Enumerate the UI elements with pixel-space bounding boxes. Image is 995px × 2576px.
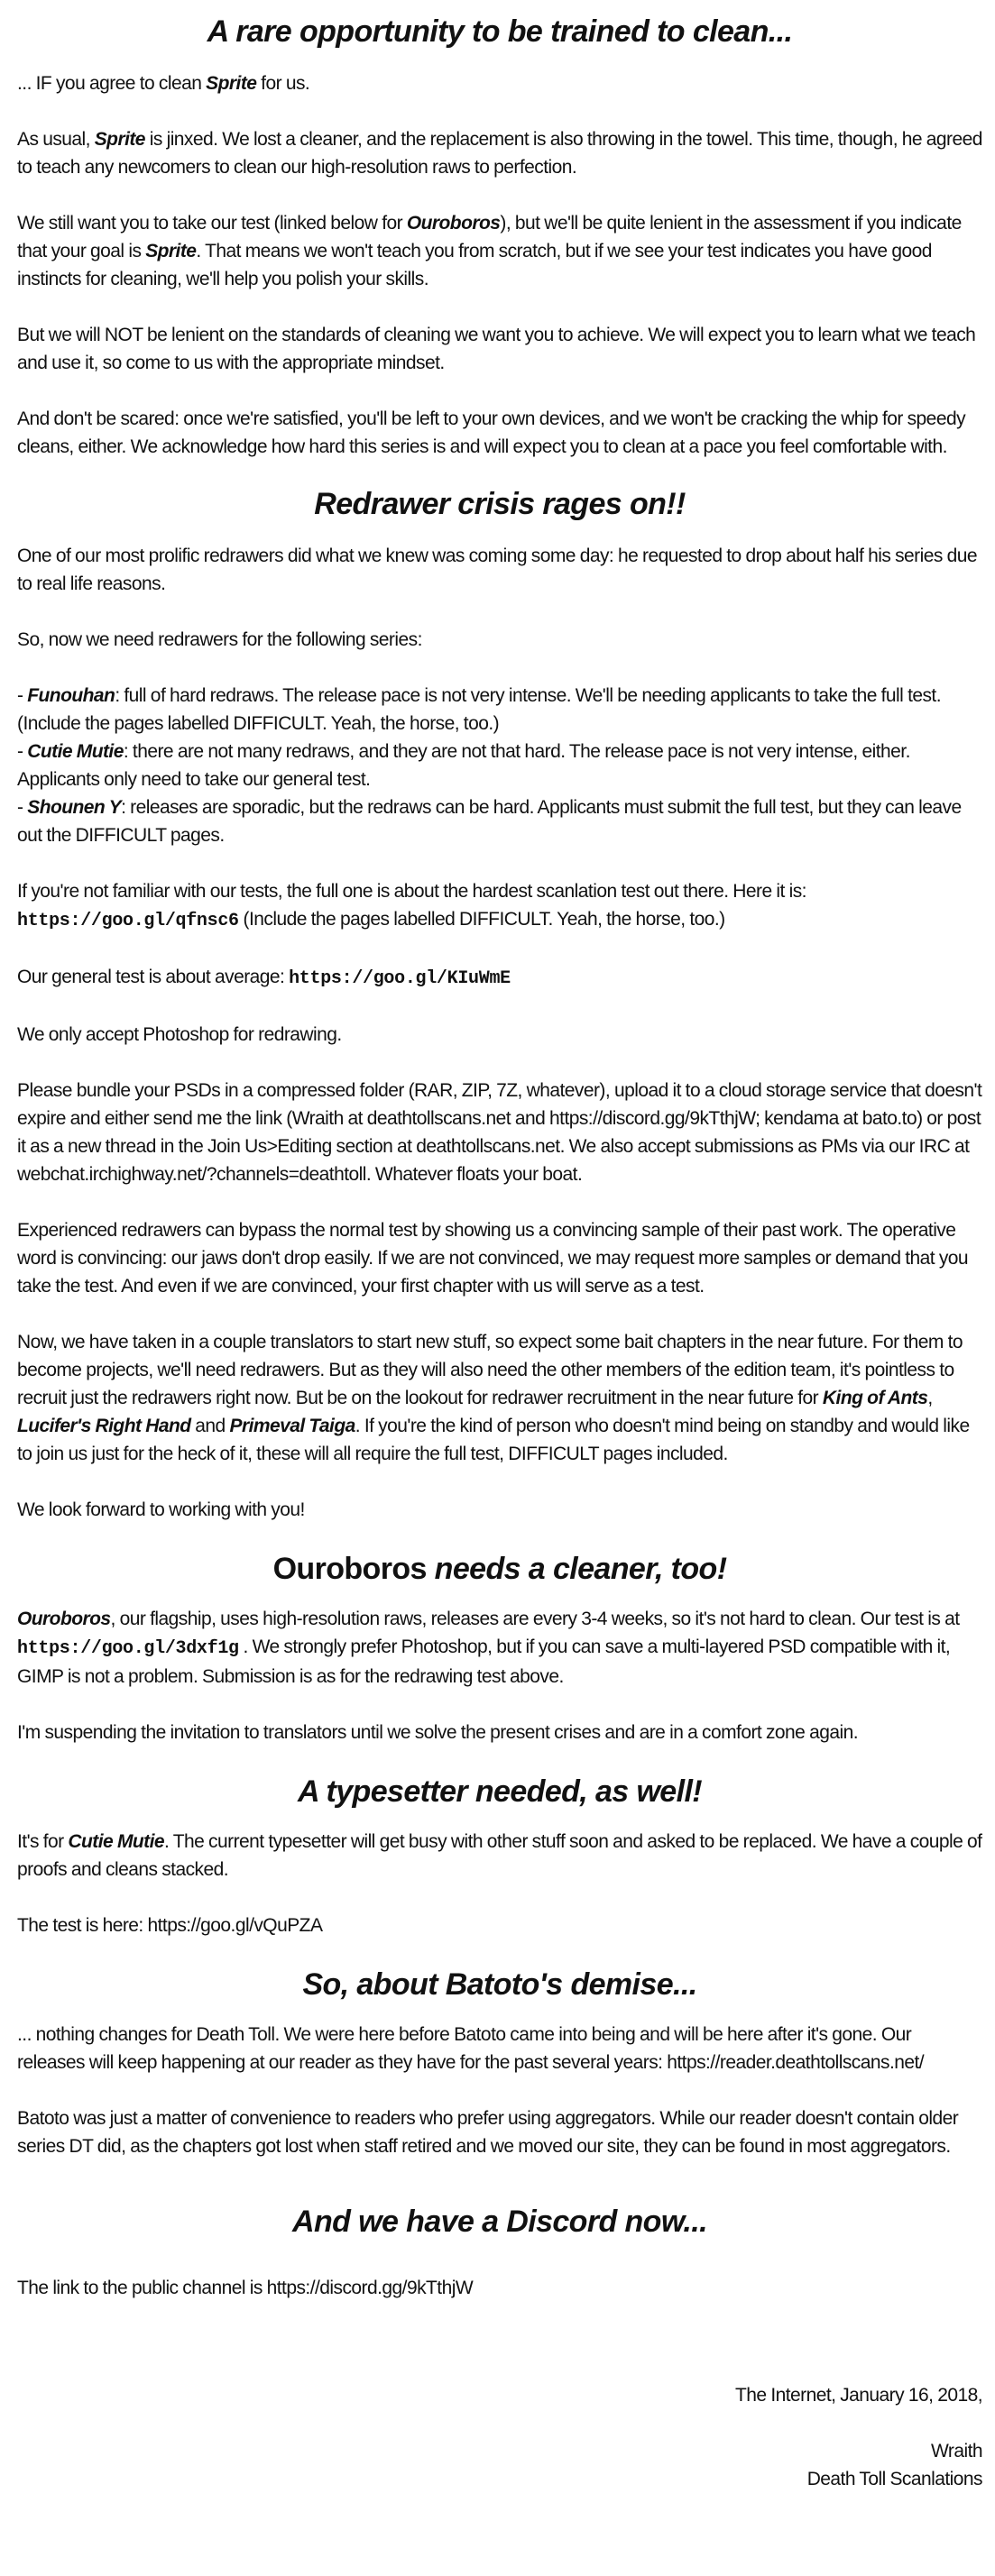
paragraph-discord-link [17, 2274, 982, 2302]
link-text[interactable]: https://goo.gl/qfnsc6 [17, 911, 239, 931]
text: Now, we have taken in a couple translators to start new stuff, so expect some bait chapters in the near future. For them to become projects, we'll need redrawers. But as they will also need the other members of the edition team, it's pointless to recruit just the redrawers right now. But be on the lookout for redrawer recruitment in the near future for [17, 1332, 963, 1408]
paragraph-suspending-translators: I'm suspending the invitation to translators until we solve the present crises and are in a comfort zone again. [17, 1722, 859, 1743]
link-text[interactable]: https://goo.gl/KIuWmE [289, 968, 511, 989]
series-title: Ouroboros [406, 213, 501, 234]
heading-trained-to-clean: A rare opportunity to be trained to clean... [207, 14, 793, 49]
ouroboros-test-link[interactable] [17, 1636, 239, 1657]
series-title: Sprite [206, 73, 257, 94]
signature-group: Death Toll Scanlations [806, 2469, 982, 2489]
paragraph-test-lenient [17, 209, 982, 293]
text: Our general test is about average: [17, 967, 290, 987]
text: It's for [17, 1831, 69, 1852]
text: If you're not familiar with our tests, the full one is about the hardest scanlation test out there. Here it is: [17, 881, 806, 902]
series-list [17, 682, 982, 849]
series-title: Cutie Mutie [68, 1831, 165, 1852]
paragraph-submission: Please bundle your PSDs in a compressed folder (RAR, ZIP, 7Z, whatever), upload it to a cloud storage service that doesn't expire and either send me the link (Wraith at deathtollscans.net and https://discord.gg/9kTthjW; kendama at bato.to) or post it as a new thread in the Join Us>Editing section at deathtollscans.net. We also accept submissions as PMs via our IRC at webchat.irchighway.net/?channels=deathtoll. Whatever floats your boat. [17, 1080, 982, 1185]
signature-place-date: The Internet, January 16, 2018, [735, 2385, 982, 2406]
paragraph-new-translators [17, 1328, 982, 1468]
paragraph-prolific-redrawer: One of our most prolific redrawers did what we knew was coming some day: he requested to drop about half his series due to real life reasons. [17, 545, 977, 594]
text: . If you're the kind of person who doesn't mind being on standby and would like to join us just for the heck of it, these will all require the full test, DIFFICULT pages included. [17, 1416, 970, 1464]
paragraph-typeset-test [17, 1911, 982, 1939]
bullet: - [17, 797, 28, 818]
text: needs a cleaner, too! [426, 1552, 727, 1586]
text: : releases are sporadic, but the redraws can be hard. Applicants must submit the full test, but they can leave out the DIFFICULT pages. [17, 797, 962, 846]
discord-link[interactable]: https://discord.gg/9kTthjW [266, 2278, 474, 2298]
paragraph-nothing-changes [17, 2021, 982, 2076]
paragraph-typesetter [17, 1828, 982, 1884]
series-item-cutie-mutie [17, 738, 982, 793]
series-title: Sprite [94, 129, 145, 150]
series-title: Ouroboros [272, 1552, 427, 1586]
link-text[interactable]: https://goo.gl/3dxf1g [17, 1638, 239, 1659]
series-title: Sprite [145, 241, 197, 261]
paragraph-photoshop-only: We only accept Photoshop for redrawing. [17, 1024, 342, 1045]
paragraph-need-redrawers: So, now we need redrawers for the following series: [17, 629, 422, 650]
heading-typesetter-needed: A typesetter needed, as well! [297, 1774, 703, 1809]
text: ... nothing changes for Death Toll. We were here before Batoto came into being and will be here after it's gone. Our releases will keep happening at our reader as they have for the past several years: [17, 2024, 912, 2073]
text: , our flagship, uses high-resolution raws, releases are every 3-4 weeks, so it's not hard to clean. Our test is at [110, 1609, 960, 1629]
text: for us. [256, 73, 310, 94]
paragraph-ouroboros-flagship [17, 1605, 982, 1691]
bullet: - [17, 741, 28, 762]
heading-batoto-demise: So, about Batoto's demise... [302, 1967, 697, 2002]
general-test-link[interactable] [289, 967, 511, 987]
text: . We strongly prefer Photoshop, but if you can save a multi-layered PSD compatible with it, GIMP is not a problem. Submission is as for the redrawing test above. [17, 1636, 951, 1687]
full-test-link[interactable] [17, 909, 239, 930]
text: The test is here: [17, 1915, 148, 1936]
paragraph-standards: But we will NOT be lenient on the standards of cleaning we want you to achieve. We will expect you to learn what we teach and use it, so come to us with the appropriate mindset. [17, 325, 976, 373]
series-title: Shounen Y [27, 797, 122, 818]
bullet: - [17, 685, 28, 706]
paragraph-aggregators: Batoto was just a matter of convenience to readers who prefer using aggregators. While our reader doesn't contain older series DT did, as the chapters got lost when staff retired and we moved our site, they can be found in most aggregators. [17, 2108, 959, 2157]
heading-ouroboros-cleaner [17, 1551, 982, 1587]
typeset-test-link[interactable]: https://goo.gl/vQuPZA [147, 1915, 323, 1936]
text: . The current typesetter will get busy with other stuff soon and asked to be replaced. We have a couple of proofs and cleans stacked. [17, 1831, 982, 1880]
text: : there are not many redraws, and they are not that hard. The release pace is not very intense, either. Applicants only need to take our general test. [17, 741, 910, 790]
series-title: King of Ants [822, 1388, 928, 1408]
paragraph-look-forward: We look forward to working with you! [17, 1499, 305, 1520]
series-title: Cutie Mutie [27, 741, 124, 762]
text: (Include the pages labelled DIFFICULT. Yeah, the horse, too.) [238, 909, 725, 930]
text: We still want you to take our test (linked below for [17, 213, 407, 234]
intro-paragraph [17, 69, 982, 97]
text: and [190, 1416, 230, 1436]
text: ), but we'll be quite lenient in the assessment if you indicate that your goal is [17, 213, 962, 261]
series-title: Primeval Taiga [229, 1416, 355, 1436]
reader-link[interactable]: https://reader.deathtollscans.net/ [667, 2052, 925, 2073]
text: . That means we won't teach you from scratch, but if we see your test indicates you have good instincts for cleaning, we'll help you polish your skills. [17, 241, 932, 289]
text: The link to the public channel is [17, 2278, 267, 2298]
series-item-funouhan [17, 682, 982, 738]
paragraph-sprite-jinxed [17, 125, 982, 181]
paragraph-dont-be-scared: And don't be scared: once we're satisfied, you'll be left to your own devices, and we won't be cracking the whip for speedy cleans, either. We acknowledge how hard this series is and will expect you to clean at a pace you feel comfortable with. [17, 408, 966, 457]
paragraph-general-test [17, 963, 982, 993]
series-item-shounen-y [17, 793, 982, 849]
heading-discord: And we have a Discord now... [292, 2205, 707, 2239]
signature-name: Wraith [931, 2441, 982, 2461]
heading-redrawer-crisis: Redrawer crisis rages on!! [314, 487, 686, 521]
paragraph-experienced-redrawers: Experienced redrawers can bypass the normal test by showing us a convincing sample of their past work. The operative word is convincing: our jaws don't drop easily. If we are not convinced, we may request more samples or demand that you take the test. And even if we are convinced, your first chapter with us will serve as a test. [17, 1220, 969, 1297]
text: , [927, 1388, 933, 1408]
series-title: Funouhan [27, 685, 115, 706]
paragraph-full-test [17, 877, 982, 935]
series-title: Lucifer's Right Hand [17, 1416, 191, 1436]
text: is jinxed. We lost a cleaner, and the replacement is also throwing in the towel. This time, though, he agreed to teach any newcomers to clean our high-resolution raws to perfection. [17, 129, 982, 178]
text: : full of hard redraws. The release pace is not very intense. We'll be needing applicants to take the full test. (Include the pages labelled DIFFICULT. Yeah, the horse, too.) [17, 685, 942, 734]
text: ... IF you agree to clean [17, 73, 207, 94]
series-title: Ouroboros [17, 1609, 111, 1629]
text: As usual, [17, 129, 95, 150]
